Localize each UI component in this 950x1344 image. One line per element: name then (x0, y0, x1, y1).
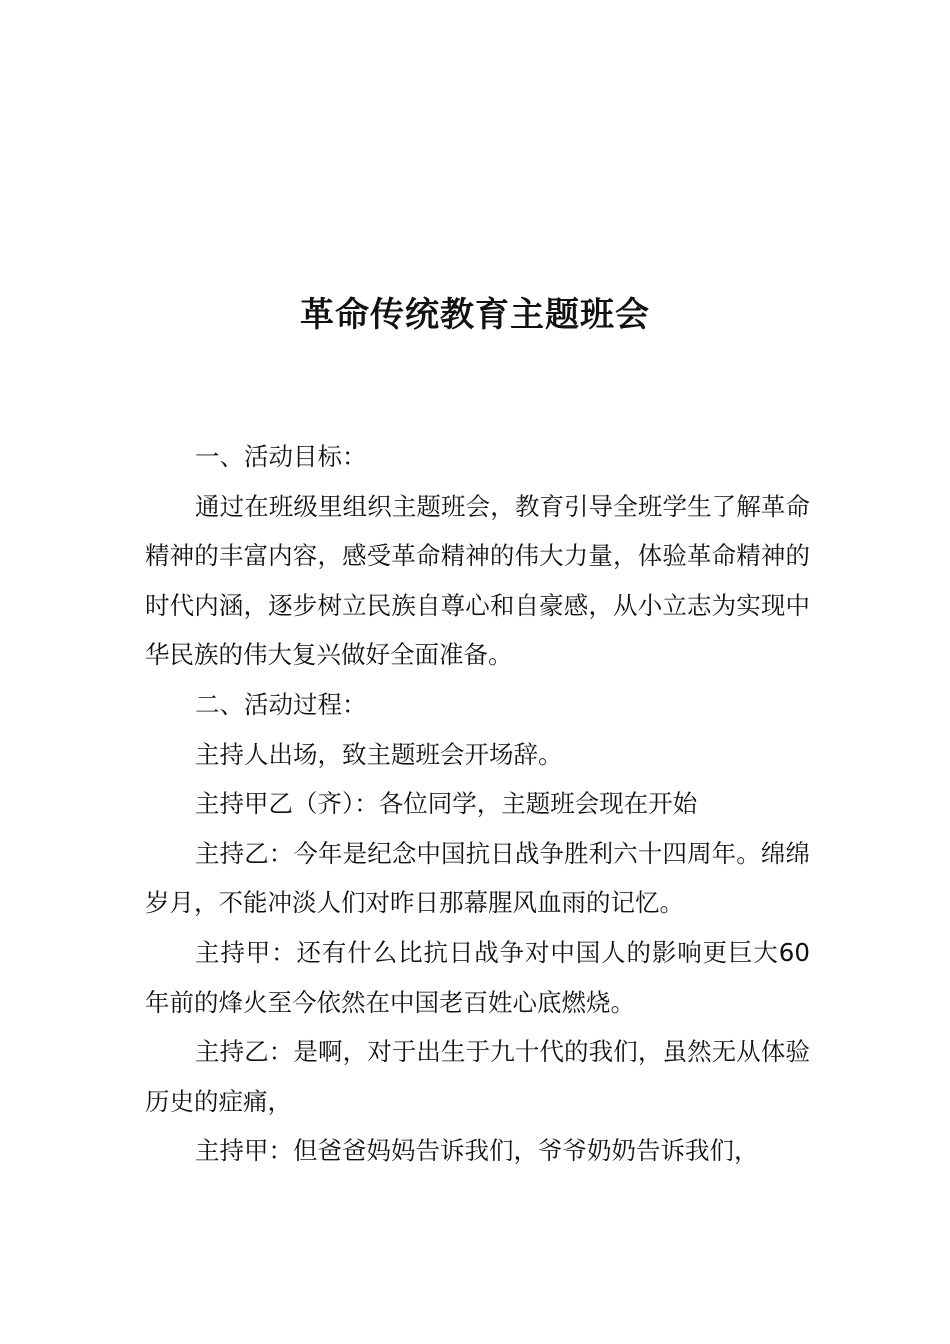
paragraph-goal-text: 通过在班级里组织主题班会，教育引导全班学生了解革命精神的丰富内容，感受革命精神的伟大力量，体验革命精神的时代内涵，逐步树立民族自尊心和自豪感，从小立志为实现中华民族的伟大复兴做好全面准备。 (145, 491, 810, 670)
document-title: 革命传统教育主题班会 (300, 295, 650, 335)
paragraph-dialogue-4: 主持乙：是啊，对于出生于九十代的我们，虽然无从体验历史的症痛， (145, 1037, 810, 1116)
heading-activity-process: 二、活动过程： (195, 689, 367, 719)
paragraph-dialogue-3: 主持甲：还有什么比抗日战争对中国人的影响更巨大60年前的烽火至今依然在中国老百姓心底燃烧。 (145, 937, 810, 1017)
heading-activity-goal: 一、活动目标： (195, 442, 367, 471)
paragraph-dialogue-2: 主持乙：今年是纪念中国抗日战争胜利六十四周年。绵绵岁月，不能冲淡人们对昨日那幕腥风血雨的记忆。 (145, 838, 810, 918)
paragraph-dialogue-5: 主持甲：但爸爸妈妈告诉我们，爷爷奶奶告诉我们， (195, 1136, 759, 1166)
paragraph-host-entrance: 主持人出场，致主题班会开场辞。 (195, 739, 563, 769)
paragraph-dialogue-1: 主持甲乙（齐）：各位同学，主题班会现在开始 (195, 789, 698, 819)
document-body (145, 432, 810, 1176)
